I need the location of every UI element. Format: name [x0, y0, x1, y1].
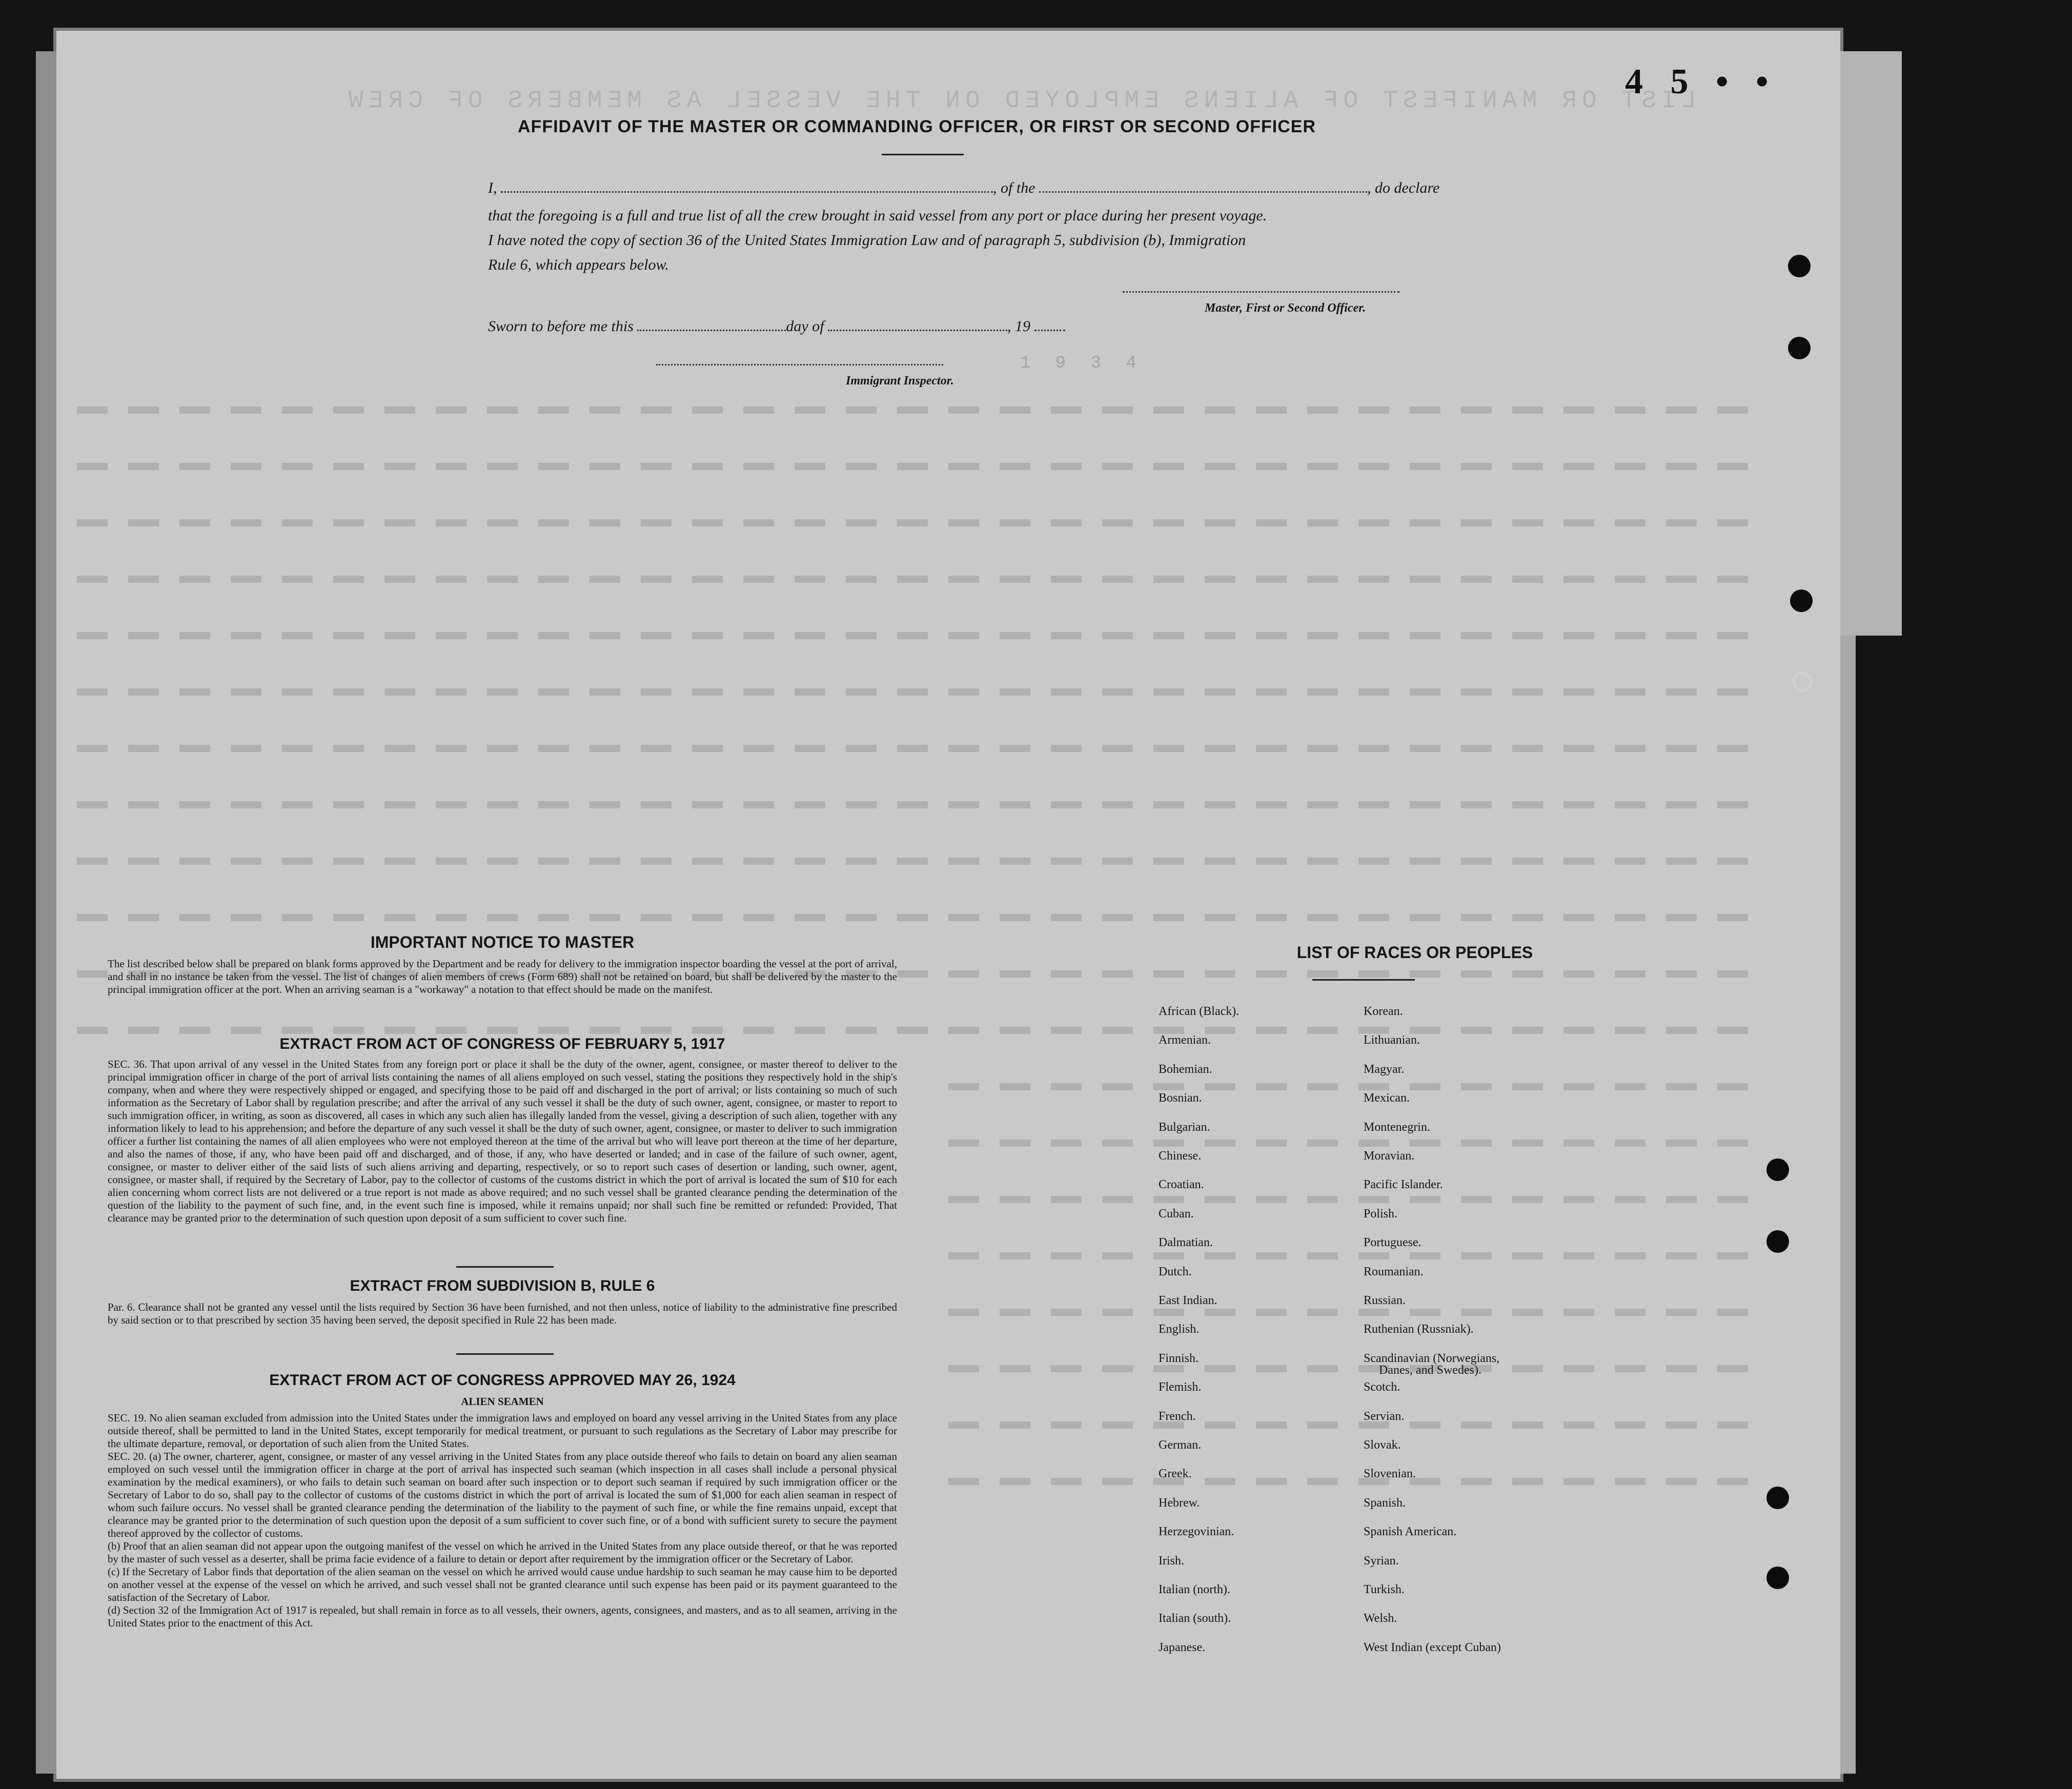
race-entry: German. — [1159, 1438, 1202, 1452]
race-entry: Moravian. — [1364, 1149, 1415, 1163]
affidavit-title: AFFIDAVIT OF THE MASTER OR COMMANDING OFFICER, OR FIRST OR SECOND OFFICER — [518, 117, 1316, 136]
race-entry: Mexican. — [1364, 1091, 1410, 1105]
punch-hole — [1766, 1567, 1789, 1589]
race-entry: Korean. — [1364, 1005, 1403, 1018]
race-entry: Montenegrin. — [1364, 1121, 1430, 1134]
rule6-title: EXTRACT FROM SUBDIVISION B, RULE 6 — [350, 1277, 655, 1294]
race-entry: Scandinavian (Norwegians, — [1364, 1352, 1500, 1365]
affidavit-line-1 — [488, 179, 1439, 197]
race-entry: Slovenian. — [1364, 1467, 1416, 1480]
race-entry: Bosnian. — [1159, 1091, 1202, 1105]
punch-hole — [1788, 337, 1811, 359]
act-1924-subtitle: ALIEN SEAMEN — [461, 1395, 544, 1408]
sworn-label: Sworn to before me this — [488, 318, 634, 335]
act-1924-sec20b: (b) Proof that an alien seaman did not appear upon the outgoing manifest of the vessel on which he arrived in the United States from any place outside thereof, or that he was reported by the master of such vessel as a deserter, shall be prima facie evidence of a failure to detain or deport after requirement by the immigration officer or the Secretary of Labor. — [108, 1540, 897, 1565]
rule6-body: Par. 6. Clearance shall not be granted any vessel until the lists required by Section 36 have been furnished, and not then unless, notice of liability to the administrative fine prescribed by said section or to that prescribed by section 35 having been served, the deposit specified in Rule 22 has been made. — [108, 1301, 897, 1326]
underlying-sheet-edge — [1840, 636, 1856, 1774]
sworn-month-field[interactable] — [828, 330, 1007, 331]
race-entry: African (Black). — [1159, 1005, 1240, 1018]
bleed-through-year: 1 9 3 4 — [1020, 354, 1144, 373]
race-entry: Pacific Islander. — [1364, 1178, 1443, 1191]
race-entry: Bohemian. — [1159, 1063, 1212, 1076]
race-entry: Magyar. — [1364, 1063, 1405, 1076]
race-entry: Spanish American. — [1364, 1525, 1457, 1538]
underlying-sheet-edge — [36, 51, 56, 1774]
race-entry: Slovak. — [1364, 1438, 1401, 1452]
year-label: , 19 — [1007, 318, 1031, 335]
race-entry: East Indian. — [1159, 1294, 1217, 1307]
act-1924-sec20d: (d) Section 32 of the Immigration Act of 1917 is repealed, but shall remain in force as to all vessels, their owners, agents, consignees, and masters, and as to all seamen, arriving in the United States prior to the enactment of this Act. — [108, 1604, 897, 1629]
race-entry: Roumanian. — [1364, 1265, 1424, 1278]
act-1917-title: EXTRACT FROM ACT OF CONGRESS OF FEBRUARY 5, 1917 — [279, 1035, 725, 1052]
race-entry: Bulgarian. — [1159, 1121, 1210, 1134]
inspector-signature-line[interactable] — [656, 364, 943, 365]
act-1924-sec20c: (c) If the Secretary of Labor finds that deportation of the alien seaman on the vessel on which he arrived would cause undue hardship to such seaman he may cause him to be deported on another vessel at the expense of the vessel on which he arrived, and such vessel shall not be granted clearance until such expense has been paid or its payment guaranteed to the satisfaction of the Secretary of Labor. — [108, 1566, 897, 1603]
document-page — [56, 31, 1840, 1779]
sworn-line — [488, 318, 1065, 335]
affidavit-line-4: Rule 6, which appears below. — [488, 256, 669, 273]
race-entry: West Indian (except Cuban) — [1364, 1641, 1501, 1654]
act-1917-body: SEC. 36. That upon arrival of any vessel in the United States from any foreign port or place it shall be the duty of the owner, agent, consignee, or master thereof to deliver to the principal immigration officer in charge of the port of arrival lists containing the names of all aliens employed on such vessel, stating the positions they respectively hold in the ship's company, when and where they were respectively shipped or engaged, and specifying those to be paid off and discharged in the port of arrival; or lists containing so much of such information as the Secretary of Labor shall by regulation prescribe; and after the arrival of any such vessel it shall be the duty of such owner, agent, consignee, or master to report to such immigration officer, in writing, as soon as discovered, all cases in which any such alien has illegally landed from the vessel, giving a description of such alien, together with any information likely to lead to his apprehension; and before the departure of any such vessel it shall be the duty of such owner, agent, consignee, or master to deliver to such immigration officer a further list containing the names of all alien employees who were not employed thereon at the time of the arrival but who will leave port thereon at the time of her departure, and also the names of those, if any, who have been paid off and discharged, and of those, if any, who have deserted or landed; and in case of the failure of such owner, agent, consignee, or master to deliver either of the said lists of such aliens arriving and departing, respectively, or so to report such cases of desertion or landing, such owner, agent, consignee, or master shall, if required by the Secretary of Labor, pay to the collector of customs of the customs district in which the port of arrival is located the sum of $10 for each alien concerning whom correct lists are not delivered or a true report is not made as above required; and no such vessel shall be granted clearance pending the determination of the question of the liability to the payment of such fine, and, in the event such fine is imposed, while it remains unpaid; nor shall such fine be remitted or refunded: Provided, That clearance may be granted prior to the determination of such question upon deposit of a sum sufficient to cover such fine. — [108, 1058, 897, 1224]
act-1924-sec20a: SEC. 20. (a) The owner, charterer, agent, consignee, or master of any vessel arriving in the United States from any place outside thereof who fails to detain on board any alien seaman employed on such vessel until the immigration officer in charge at the port of arrival has inspected such seaman (which inspection in all cases shall include a personal physical examination by the medical examiners), or who fails to detain such seaman on board after such inspection or to deport such seaman if required by such immigration officer or the Secretary of Labor to do so, shall pay to the collector of customs of the customs district in which the port of arrival is located the sum of $1,000 for each alien seaman in respect of whom such failure occurs. No vessel shall be granted clearance pending the determination of the liability to the payment of such fine, or while the fine remains unpaid, except that clearance may be granted prior to the determination of such question upon the deposit of a sum sufficient to cover such fine, or of a bond with sufficient surety to secure the payment thereof approved by the collector of customs. — [108, 1450, 897, 1539]
bleed-through-header: LIST OR MANIFEST OF ALIENS EMPLOYED ON THE VESSEL AS MEMBERS OF CREW — [343, 87, 1696, 115]
of-the-label: , of the — [993, 179, 1035, 196]
punch-hole — [1790, 589, 1813, 612]
race-entry: Irish. — [1159, 1554, 1184, 1568]
race-entry: Finnish. — [1159, 1352, 1199, 1365]
act-1924-title: EXTRACT FROM ACT OF CONGRESS APPROVED MAY 26, 1924 — [269, 1372, 736, 1389]
race-entry: Polish. — [1364, 1207, 1398, 1221]
races-title-rule — [1312, 979, 1415, 981]
race-entry: Spanish. — [1364, 1496, 1406, 1510]
race-entry: Italian (north). — [1159, 1583, 1230, 1596]
master-signature-label: Master, First or Second Officer. — [1205, 301, 1366, 315]
race-entry: Croatian. — [1159, 1178, 1204, 1191]
affidavit-line-2: that the foregoing is a full and true list of all the crew brought in said vessel from any port or place during her present voyage. — [488, 207, 1267, 224]
race-entry: Flemish. — [1159, 1380, 1202, 1394]
race-entry: Chinese. — [1159, 1149, 1202, 1163]
underlying-sheet-edge — [1840, 51, 1902, 636]
do-declare-label: , do declare — [1367, 179, 1440, 196]
affiant-i-label: I, — [488, 179, 497, 196]
race-entry: Danes, and Swedes). — [1379, 1364, 1481, 1377]
act-1924-body — [108, 1412, 897, 1630]
race-entry: Ruthenian (Russniak). — [1364, 1323, 1474, 1336]
race-entry: Scotch. — [1364, 1380, 1400, 1394]
punch-hole — [1766, 1487, 1789, 1509]
race-entry: Syrian. — [1364, 1554, 1399, 1568]
race-entry: Hebrew. — [1159, 1496, 1200, 1510]
master-signature-line[interactable] — [1123, 291, 1399, 293]
affidavit-title-rule — [882, 154, 964, 155]
race-entry: Turkish. — [1364, 1583, 1405, 1596]
race-entry: Greek. — [1159, 1467, 1192, 1480]
rule6-rule — [456, 1353, 554, 1355]
race-entry: Italian (south). — [1159, 1612, 1231, 1625]
affiant-vessel-field[interactable] — [1039, 191, 1367, 193]
race-entry: Dalmatian. — [1159, 1236, 1213, 1249]
race-entry: Dutch. — [1159, 1265, 1192, 1278]
punch-hole — [1766, 1230, 1789, 1253]
affiant-name-field[interactable] — [501, 191, 993, 193]
race-entry: Servian. — [1364, 1410, 1405, 1423]
race-entry: Welsh. — [1364, 1612, 1397, 1625]
corner-marks: 4 5 • • — [1625, 62, 1778, 101]
notice-title: IMPORTANT NOTICE TO MASTER — [370, 933, 635, 951]
race-entry: Japanese. — [1159, 1641, 1206, 1654]
day-of-label: day of — [786, 318, 824, 335]
race-entry: English. — [1159, 1323, 1200, 1336]
race-entry: Herzegovinian. — [1159, 1525, 1234, 1538]
act-1917-rule — [456, 1266, 554, 1268]
sworn-year-field[interactable] — [1034, 330, 1065, 331]
race-entry: Portuguese. — [1364, 1236, 1421, 1249]
act-1924-sec19: SEC. 19. No alien seaman excluded from admission into the United States under the immigration laws and employed on board any vessel arriving in the United States from any place outside thereof, shall be permitted to land in the United States, except temporarily for medical treatment, or pursuant to such regulations as the Secretary of Labor may prescribe for the ultimate departure, removal, or deportation of such alien from the United States. — [108, 1412, 897, 1450]
affidavit-line-3: I have noted the copy of section 36 of the United States Immigration Law and of paragraph 5, subdivision (b), Immigration — [488, 232, 1246, 249]
race-entry: Armenian. — [1159, 1033, 1211, 1047]
punch-hole — [1788, 255, 1811, 277]
sworn-day-field[interactable] — [637, 330, 786, 331]
punch-hole — [1766, 1158, 1789, 1181]
race-entry: Cuban. — [1159, 1207, 1194, 1221]
notice-body: The list described below shall be prepared on blank forms approved by the Department and be ready for delivery to the immigration inspector boarding the vessel at the port of arrival, and shall in no instance be taken from the vessel. The list of changes of alien members of crews (Form 689) shall not be retained on board, but shall be delivered by the master to the principal immigration officer at the port. When an arriving seaman is a "workaway" a notation to that effect should be made on the manifest. — [108, 958, 897, 995]
race-entry: French. — [1159, 1410, 1196, 1423]
inspector-signature-label: Immigrant Inspector. — [846, 374, 954, 388]
punch-hole — [1792, 672, 1813, 692]
race-entry: Lithuanian. — [1364, 1033, 1420, 1047]
race-entry: Russian. — [1364, 1294, 1406, 1307]
races-title: LIST OF RACES OR PEOPLES — [1296, 943, 1533, 962]
